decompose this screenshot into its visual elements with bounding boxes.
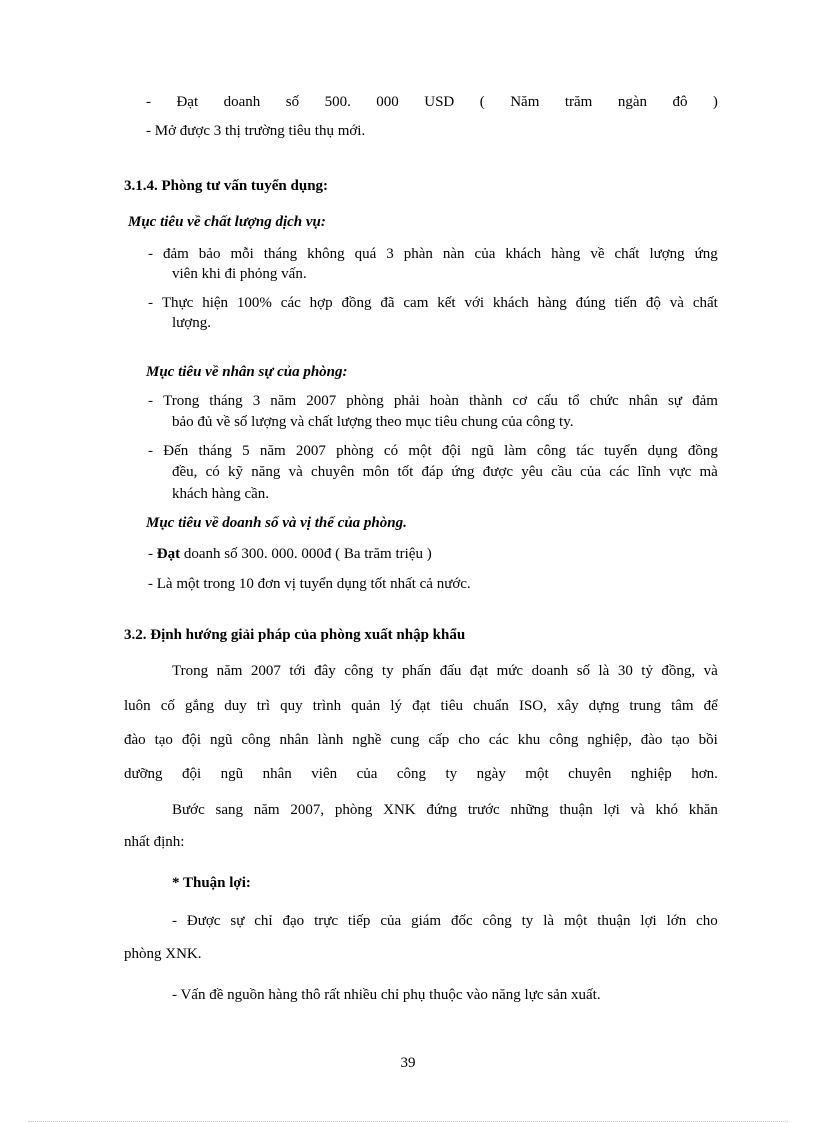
word: khách	[505, 246, 542, 262]
bullet-new-markets: - Mở được 3 thị trường tiêu thụ mới.	[146, 123, 366, 139]
word: phàn	[403, 246, 433, 262]
advantage-1-line2: phòng XNK.	[124, 946, 202, 962]
word: cấu	[537, 393, 558, 409]
word: 2007	[295, 443, 326, 459]
bullet-contracts-line1	[148, 293, 718, 313]
word: -	[148, 393, 153, 409]
word: công	[482, 913, 512, 929]
word: đồng	[341, 295, 372, 311]
word: tạo	[154, 732, 173, 748]
word: của	[580, 464, 601, 480]
word: luôn	[124, 698, 151, 714]
word: nhân	[628, 393, 658, 409]
word: chuyên	[311, 464, 355, 480]
word: XNK	[383, 802, 416, 818]
word: -	[172, 913, 177, 929]
word: môn	[362, 464, 390, 480]
word: phòng	[346, 393, 384, 409]
bold-word: Đạt	[156, 546, 181, 562]
paragraph-1-line3	[124, 730, 718, 750]
word: lượng	[649, 246, 685, 262]
word: cam	[403, 295, 429, 311]
advantages-heading: * Thuận lợi:	[172, 875, 251, 891]
word: lý	[390, 698, 403, 714]
word: của	[380, 913, 402, 929]
word: duy	[224, 698, 247, 714]
bullet-complaints-line2: viên khi đi phỏng vấn.	[172, 266, 307, 282]
word: đạt	[469, 663, 489, 679]
word: 30	[617, 663, 633, 679]
word: đào	[640, 732, 663, 748]
word: đứng	[426, 802, 458, 818]
word: các	[488, 732, 509, 748]
word: thuận	[559, 802, 593, 818]
word: viên	[311, 766, 338, 782]
word: mức	[496, 663, 524, 679]
bullet-contracts-line2: lượng.	[172, 315, 211, 331]
word: Trong	[172, 663, 209, 679]
section-heading-3-2: 3.2. Định hướng giải pháp của phòng xuất nhập khẩu	[124, 627, 466, 643]
word: kỹ	[228, 464, 244, 480]
word: Thực	[161, 295, 194, 311]
word: Bước	[172, 802, 205, 818]
word: ngày	[476, 766, 506, 782]
word: của	[356, 766, 378, 782]
word: trì	[256, 698, 271, 714]
word: công	[549, 732, 579, 748]
word: Được	[186, 913, 221, 929]
word: nghiệp,	[587, 732, 632, 748]
word: chuyên	[568, 766, 612, 782]
word: đáp	[421, 464, 444, 480]
subheading-sales-position: Mục tiêu về doanh số và vị thế của phòng.	[146, 515, 407, 531]
word: lợi	[640, 913, 657, 929]
word: một	[525, 766, 549, 782]
word: quy	[280, 698, 303, 714]
word: tỷ	[641, 663, 653, 679]
word: Đạt	[176, 94, 199, 110]
word: yêu	[521, 464, 543, 480]
word: một	[563, 913, 588, 929]
word: cố	[160, 698, 175, 714]
word: trình	[312, 698, 342, 714]
word: thành	[469, 393, 503, 409]
word: 3	[386, 246, 394, 262]
word: phải	[393, 393, 420, 409]
word: lĩnh	[637, 464, 661, 480]
word: tâm	[671, 698, 694, 714]
word: đúng	[575, 295, 606, 311]
word: nhân	[279, 732, 309, 748]
word: Trong	[163, 393, 200, 409]
word: những	[510, 802, 549, 818]
word: và	[669, 295, 684, 311]
bullet-team-line3: khách hàng cần.	[172, 486, 270, 502]
word: USD	[424, 94, 455, 110]
word: bảo	[198, 246, 221, 262]
word: cầu	[551, 464, 572, 480]
word: quá	[354, 246, 377, 262]
word: số	[285, 94, 300, 110]
word: đều,	[172, 464, 198, 480]
word: phòng	[334, 802, 373, 818]
bullet-complaints-line1	[148, 244, 718, 264]
word: ngàn	[617, 94, 647, 110]
word: lợi	[603, 802, 620, 818]
word: trung	[629, 698, 662, 714]
word: trực	[314, 913, 339, 929]
word: tiêu	[440, 698, 463, 714]
word: hàng	[537, 295, 567, 311]
word: hơn.	[691, 766, 718, 782]
word: nghề	[352, 732, 382, 748]
word: thuận	[597, 913, 631, 929]
word: đạo	[282, 913, 305, 929]
word: và	[288, 464, 303, 480]
word: gắng	[184, 698, 215, 714]
page-number: 39	[400, 1055, 416, 1071]
word: ty	[521, 913, 534, 929]
word: năm	[253, 802, 280, 818]
word: ty	[381, 663, 394, 679]
word: 500.	[324, 94, 351, 110]
word: đảm	[692, 393, 718, 409]
word: khăn	[688, 802, 718, 818]
word: 3	[252, 393, 261, 409]
word: đồng	[687, 443, 718, 459]
paragraph-2-line2: nhất định:	[124, 834, 185, 850]
word: số	[576, 663, 591, 679]
word: ngũ	[471, 443, 494, 459]
footer-divider	[28, 1121, 788, 1122]
bullet-team-line2	[172, 462, 718, 482]
word: có	[383, 443, 399, 459]
word: độ	[645, 295, 661, 311]
bullet-sales-target-usd	[146, 92, 718, 112]
word: tiến	[614, 295, 638, 311]
word: khó	[655, 802, 678, 818]
word: năm	[216, 663, 243, 679]
word: không	[307, 246, 345, 262]
word: sự	[230, 913, 245, 929]
advantage-2: - Vấn đề nguồn hàng thô rất nhiều chỉ phụ thuộc vào năng lực sản xuất.	[172, 987, 601, 1003]
bullet-structure-line2: bảo đủ về số lượng và chất lượng theo mục tiêu chung của công ty.	[172, 414, 574, 430]
word: bồi	[698, 732, 718, 748]
word: cung	[390, 732, 420, 748]
bullet-text: doanh số 300. 000. 000đ ( Ba trăm triệu )	[180, 546, 432, 562]
word: trăm	[564, 94, 593, 110]
word: -	[148, 246, 153, 262]
word: chỉ	[254, 913, 273, 929]
word: đô	[672, 94, 688, 110]
word: đội	[181, 732, 202, 748]
word: cấp	[428, 732, 450, 748]
word: sang	[215, 802, 243, 818]
word: đào	[124, 732, 146, 748]
word: trước	[467, 802, 500, 818]
word: để	[703, 698, 718, 714]
word: về	[590, 246, 605, 262]
word: đạt	[412, 698, 431, 714]
word: của	[474, 246, 496, 262]
word: ty	[445, 766, 458, 782]
word: là	[598, 663, 610, 679]
word: lớn	[666, 913, 687, 929]
word: lành	[317, 732, 344, 748]
word: sự	[668, 393, 682, 409]
word: dưỡng	[124, 766, 163, 782]
word: tạo	[671, 732, 690, 748]
word: cho	[458, 732, 480, 748]
word: công	[536, 443, 567, 459]
word: tuyển	[604, 443, 638, 459]
word: 100%	[236, 295, 272, 311]
bullet-top-ten: - Là một trong 10 đơn vị tuyển dụng tốt nhất cả nước.	[148, 576, 471, 592]
word: được	[482, 464, 514, 480]
word: làm	[504, 443, 527, 459]
word: đây	[314, 663, 336, 679]
word: 5	[242, 443, 250, 459]
word: 2007	[250, 663, 281, 679]
word: hoàn	[429, 393, 459, 409]
word: tháng	[209, 393, 243, 409]
word: đã	[380, 295, 395, 311]
word: -	[148, 295, 153, 311]
word: Đến	[163, 443, 189, 459]
word: phấn	[402, 663, 432, 679]
word: 000	[376, 94, 399, 110]
word: có	[205, 464, 220, 480]
word: ISO,	[518, 698, 547, 714]
word: ứng	[451, 464, 475, 480]
word: đốc	[450, 913, 473, 929]
word: đội	[182, 766, 202, 782]
word: 2007	[306, 393, 337, 409]
word: )	[712, 94, 718, 110]
word: các	[609, 464, 630, 480]
word: khách	[492, 295, 529, 311]
word: quản	[351, 698, 381, 714]
word: hợp	[309, 295, 333, 311]
word: dựng	[588, 698, 620, 714]
section-heading-3-1-4: 3.1.4. Phòng tư vấn tuyển dụng:	[124, 178, 329, 194]
word: một	[408, 443, 432, 459]
word: nghiệp	[630, 766, 672, 782]
word: tác	[576, 443, 594, 459]
word: 2007,	[290, 802, 325, 818]
word: đội	[441, 443, 462, 459]
subheading-staffing: Mục tiêu về nhân sự của phòng:	[146, 364, 348, 380]
bullet-team-line1	[148, 441, 718, 461]
word: tháng	[263, 246, 298, 262]
word: năng	[251, 464, 281, 480]
word: nhân	[262, 766, 292, 782]
word: công	[241, 732, 271, 748]
word: Năm	[510, 94, 540, 110]
word: hàng	[551, 246, 581, 262]
word: và	[703, 663, 718, 679]
word: và	[630, 802, 645, 818]
bullet-sales-target-vnd	[148, 544, 432, 564]
word: doanh	[531, 663, 569, 679]
bullet-structure-line1	[148, 391, 718, 411]
word: xây	[556, 698, 579, 714]
paragraph-2-line1	[172, 800, 718, 820]
word: đảm	[162, 246, 189, 262]
word: giám	[411, 913, 442, 929]
word: (	[479, 94, 485, 110]
word: ngũ	[209, 732, 233, 748]
word: là	[543, 913, 555, 929]
word: phòng	[336, 443, 374, 459]
word: tốt	[397, 464, 414, 480]
word: -	[148, 443, 153, 459]
word: công	[396, 766, 427, 782]
word: cơ	[512, 393, 527, 409]
word: chất	[692, 295, 718, 311]
word: ứng	[694, 246, 718, 262]
word: chuẩn	[473, 698, 509, 714]
word: mà	[699, 464, 718, 480]
paragraph-1-line4	[124, 764, 718, 784]
word: chất	[614, 246, 640, 262]
word: ngũ	[220, 766, 244, 782]
word: tiếp	[347, 913, 371, 929]
word: hiện	[202, 295, 229, 311]
word: các	[280, 295, 301, 311]
word: năm	[259, 443, 286, 459]
advantage-1-line1	[172, 911, 718, 931]
word: mỗi	[230, 246, 254, 262]
word: -	[146, 94, 151, 110]
word: năm	[270, 393, 297, 409]
word: công	[344, 663, 374, 679]
word: chức	[589, 393, 619, 409]
word: nàn	[442, 246, 465, 262]
word: tổ	[567, 393, 580, 409]
word: đồng,	[661, 663, 696, 679]
word: khu	[517, 732, 541, 748]
word: cho	[696, 913, 718, 929]
word: đấu	[439, 663, 462, 679]
word: tới	[289, 663, 306, 679]
paragraph-1-line1	[172, 661, 718, 681]
word: dụng	[647, 443, 678, 459]
bullet-dash: -	[148, 546, 157, 562]
paragraph-1-line2	[124, 696, 718, 716]
word: với	[464, 295, 485, 311]
word: doanh	[223, 94, 261, 110]
word: tháng	[198, 443, 232, 459]
word: kết	[437, 295, 456, 311]
word: vực	[668, 464, 692, 480]
subheading-service-quality: Mục tiêu về chất lượng dịch vụ:	[128, 214, 326, 230]
